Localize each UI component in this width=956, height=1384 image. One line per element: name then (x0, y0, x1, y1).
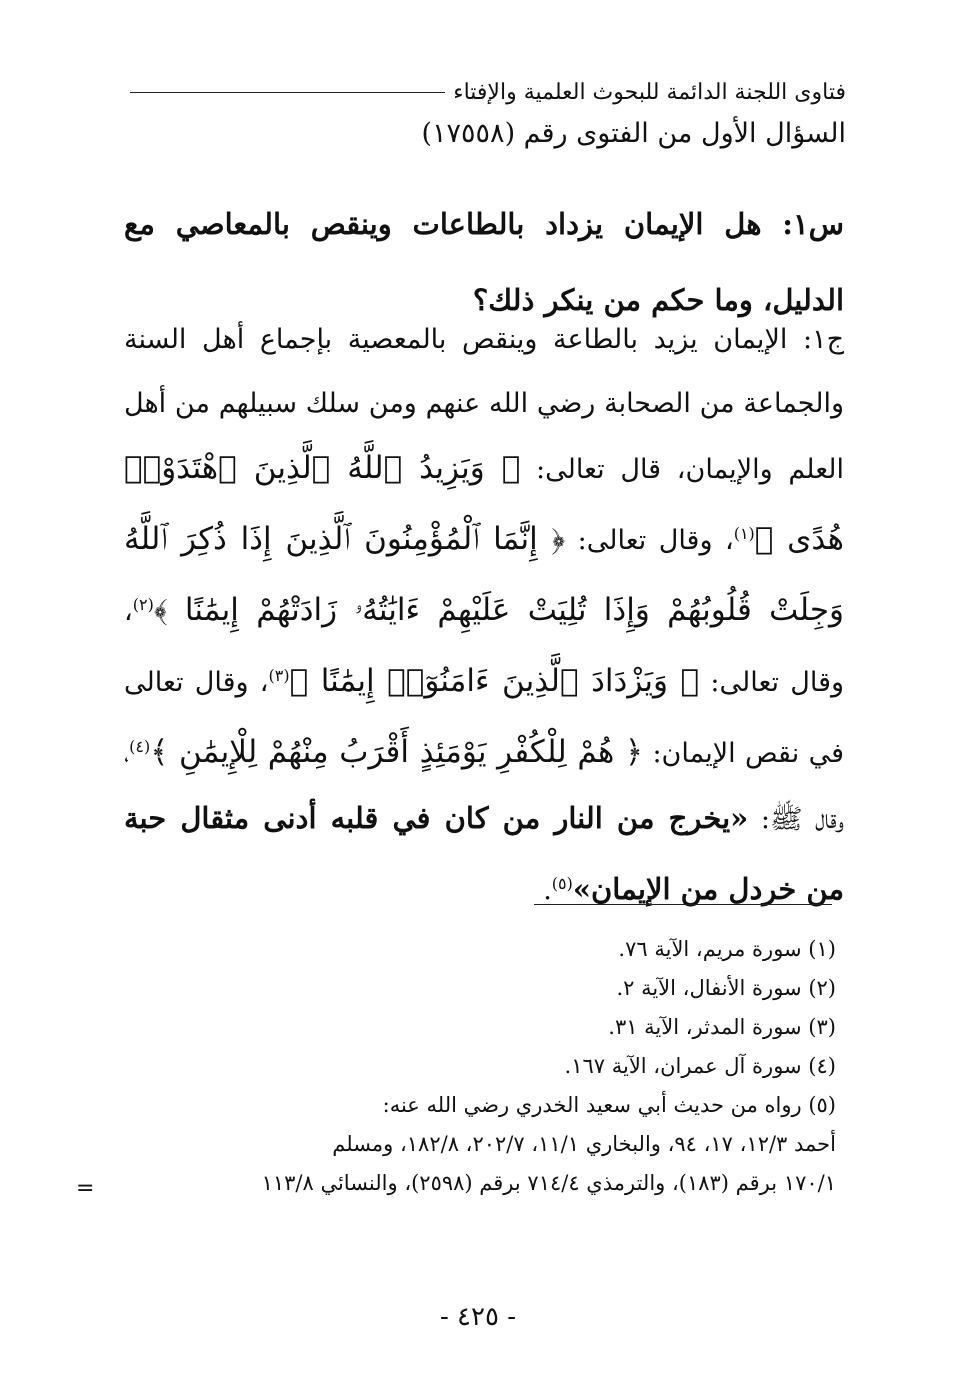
footnote-4: (٤) سورة آل عمران، الآية ١٦٧. (564, 1054, 836, 1078)
footnote-ref-2: (٢) (132, 595, 154, 614)
quran-verse-4: ﴿ هُمْ لِلْكُفْرِ يَوْمَئِذٍ أَقْرَبُ مِنْهُمْ لِلْإِيمَٰنِ ﴾ (150, 734, 644, 770)
footnote-ref-1: (١) (733, 524, 755, 543)
continuation-mark: = (76, 1176, 95, 1201)
hadith-quote: «يخرج من النار من كان في قلبه أدنى مثقال حبة من خردل من الإيمان» (124, 801, 844, 906)
footnote-separator (534, 904, 832, 905)
question-text: س١: هل الإيمان يزداد بالطاعات وينقص بالمعاصي مع الدليل، وما حكم من ينكر ذلك؟ (124, 207, 844, 317)
answer-end: . (543, 875, 552, 906)
running-header-title: فتاوى اللجنة الدائمة للبحوث العلمية والإفتاء (453, 79, 846, 105)
quran-verse-3: ﴿ وَيَزْدَادَ ٱلَّذِينَ ءَامَنُوٓا۟ إِيمَٰنًا ﴾ (289, 663, 700, 699)
running-header (130, 72, 846, 112)
answer-intro: ج١: الإيمان يزيد بالطاعة وينقص بالمعصية بإجماع أهل السنة والجماعة من الصحابة رضي الله عنهم ومن سلك سبيلهم من أهل العلم والإيمان، قال تعالى: (124, 324, 844, 485)
footnote-5: (٥) رواه من حديث أبي سعيد الخدري رضي الله عنه: (382, 1093, 836, 1117)
footnote-1: (١) سورة مريم، الآية ٧٦. (618, 937, 836, 961)
footnote-2: (٢) سورة الأنفال، الآية ٢. (616, 976, 836, 1000)
quran-verse-2: ﴿ إِنَّمَا ٱلْمُؤْمِنُونَ ٱلَّذِينَ إِذَا ذُكِرَ ٱللَّهُ وَجِلَتْ قُلُوبُهُمْ وَإِذَا تُلِيَتْ عَلَيْهِمْ ءَايَٰتُهُۥ زَادَتْهُمْ إِيمَٰنًا ﴾ (124, 521, 844, 628)
header-rule (130, 92, 445, 93)
fatwa-reference: السؤال الأول من الفتوى رقم (١٧٥٥٨) (421, 118, 846, 149)
footnote-ref-4: (٤) (129, 737, 151, 756)
answer-join-1: ، وقال تعالى: (577, 525, 734, 556)
page-number: - ٤٢٥ - (439, 1302, 517, 1332)
footnote-5-continuation-1: أحمد ١٢/٣، ١٧، ٩٤، والبخاري ١١/١، ٢٠٢/٧، ١٨٢/٨، ومسلم (332, 1132, 836, 1156)
quran-verse-1: ﴿ وَيَزِيدُ ٱللَّهُ ٱلَّذِينَ ٱهْتَدَوْا۟ هُدًى ﴾ (124, 450, 845, 557)
footnote-ref-5: (٥) (551, 874, 573, 893)
footnote-ref-3: (٣) (268, 666, 290, 685)
footnotes (116, 930, 836, 1203)
footnote-3: (٣) سورة المدثر، الآية ٣١. (608, 1015, 836, 1039)
footnote-5-continuation-2: ١٧٠/١ برقم (١٨٣)، والترمذي ٧١٤/٤ برقم (٢٥٩٨)، والنسائي ١١٣/٨ (261, 1171, 836, 1195)
answer-paragraph (124, 308, 844, 923)
answer-join-3: ، وقال تعالى في نقص الإيمان: (124, 667, 844, 769)
answer-join-4: ، وقال ﷺ: (124, 738, 844, 835)
answer-join-2: ، وقال تعالى: (124, 596, 845, 698)
